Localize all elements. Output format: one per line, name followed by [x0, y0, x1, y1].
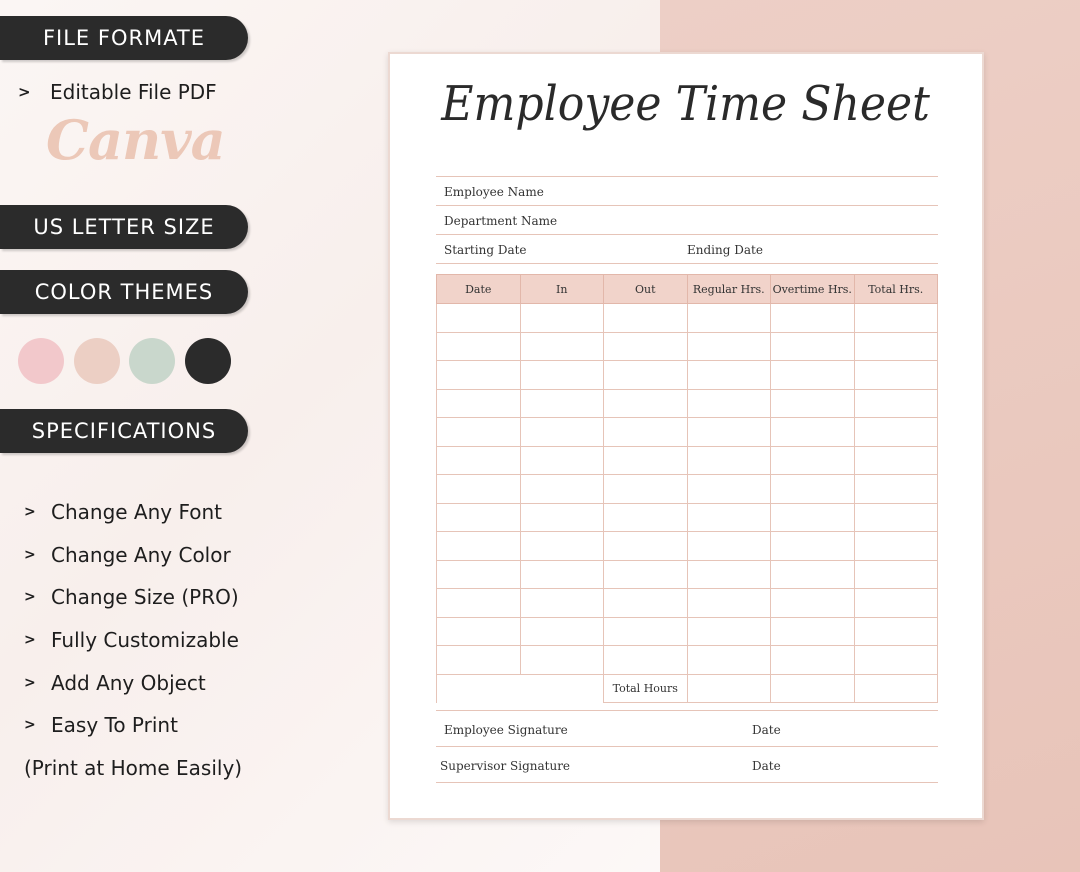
swatch-sage[interactable]: [129, 338, 175, 384]
us-letter-badge: US LETTER SIZE: [0, 205, 248, 249]
table-row: [437, 332, 938, 361]
spec-item: [24, 713, 178, 737]
entry-cell[interactable]: [604, 361, 688, 390]
spec-item: [24, 628, 239, 652]
date-range-row[interactable]: [436, 235, 938, 264]
table-row: [437, 560, 938, 589]
chevron-right-icon: >: [24, 589, 36, 605]
spec-label: Change Any Color: [51, 543, 231, 567]
signature-date-label: Date: [752, 759, 781, 773]
entry-cell[interactable]: [437, 532, 521, 561]
entry-cell[interactable]: [687, 446, 771, 475]
entry-cell[interactable]: [604, 617, 688, 646]
entry-cell[interactable]: [771, 503, 855, 532]
entry-cell[interactable]: [771, 304, 855, 333]
entry-cell[interactable]: [520, 617, 604, 646]
entry-cell[interactable]: [520, 389, 604, 418]
entry-cell[interactable]: [437, 332, 521, 361]
entry-cell[interactable]: [520, 446, 604, 475]
entry-cell[interactable]: [771, 589, 855, 618]
ending-date-label: Ending Date: [687, 243, 763, 257]
spec-label: Add Any Object: [51, 671, 206, 695]
entry-cell[interactable]: [437, 361, 521, 390]
entry-cell[interactable]: [771, 418, 855, 447]
entry-cell[interactable]: [520, 503, 604, 532]
entry-cell[interactable]: [854, 418, 938, 447]
entry-cell[interactable]: [687, 617, 771, 646]
entry-cell[interactable]: [604, 532, 688, 561]
entry-cell[interactable]: [854, 304, 938, 333]
sheet-title-text: Employee Time Sheet: [441, 76, 931, 132]
entry-cell[interactable]: [437, 589, 521, 618]
chevron-right-icon: >: [24, 675, 36, 691]
total-hours-row: [437, 674, 938, 703]
entry-cell[interactable]: [687, 560, 771, 589]
entry-cell[interactable]: [854, 589, 938, 618]
entry-cell[interactable]: [771, 532, 855, 561]
spec-item: [24, 500, 222, 524]
column-header: Total Hrs.: [854, 275, 938, 304]
table-row: [437, 532, 938, 561]
entry-cell[interactable]: [854, 532, 938, 561]
entry-cell[interactable]: [604, 389, 688, 418]
entry-cell[interactable]: [854, 446, 938, 475]
entry-cell[interactable]: [771, 646, 855, 675]
entry-cell[interactable]: [771, 475, 855, 504]
entry-cell[interactable]: [520, 646, 604, 675]
entry-cell[interactable]: [854, 503, 938, 532]
column-header: Regular Hrs.: [687, 275, 771, 304]
spec-item: [24, 671, 206, 695]
table-row: [437, 589, 938, 618]
entry-cell[interactable]: [520, 332, 604, 361]
color-themes-badge: COLOR THEMES: [0, 270, 248, 314]
table-row: [437, 361, 938, 390]
entry-cell[interactable]: [604, 446, 688, 475]
entry-cell[interactable]: [604, 304, 688, 333]
entry-cell[interactable]: [520, 589, 604, 618]
entry-cell[interactable]: [687, 589, 771, 618]
spec-label: Fully Customizable: [51, 628, 239, 652]
table-body: [437, 304, 938, 703]
editable-pdf-label: Editable File PDF: [50, 80, 217, 104]
entry-cell[interactable]: [604, 503, 688, 532]
entry-cell[interactable]: [771, 446, 855, 475]
employee-signature-label: Employee Signature: [444, 723, 568, 737]
canva-logo: Canva: [46, 108, 225, 172]
total-regular-cell[interactable]: [687, 674, 771, 703]
employee-name-field[interactable]: [436, 177, 938, 206]
entry-cell[interactable]: [604, 646, 688, 675]
entry-cell[interactable]: [437, 475, 521, 504]
entry-cell[interactable]: [437, 389, 521, 418]
column-header: Overtime Hrs.: [771, 275, 855, 304]
spec-item: [24, 585, 239, 609]
entry-cell[interactable]: [687, 646, 771, 675]
sheet-title: [390, 76, 982, 132]
starting-date-label: Starting Date: [444, 243, 527, 257]
entry-cell[interactable]: [520, 361, 604, 390]
time-sheet-document: [388, 52, 984, 820]
swatch-peach[interactable]: [74, 338, 120, 384]
entry-cell[interactable]: [520, 304, 604, 333]
entry-cell[interactable]: [854, 617, 938, 646]
entry-cell[interactable]: [854, 646, 938, 675]
table-row: [437, 646, 938, 675]
chevron-right-icon: >: [24, 547, 36, 563]
editable-pdf-item: [18, 80, 217, 104]
table-row: [437, 503, 938, 532]
chevron-right-icon: >: [24, 717, 36, 733]
supervisor-signature-label: Supervisor Signature: [440, 759, 571, 773]
entry-cell[interactable]: [687, 332, 771, 361]
supervisor-signature-row[interactable]: [436, 747, 938, 783]
entry-cell[interactable]: [687, 418, 771, 447]
entry-cell[interactable]: [771, 332, 855, 361]
entry-cell[interactable]: [854, 389, 938, 418]
entry-cell[interactable]: [520, 418, 604, 447]
spec-note: (Print at Home Easily): [24, 756, 243, 780]
entry-cell[interactable]: [437, 560, 521, 589]
entry-cell[interactable]: [437, 418, 521, 447]
file-formate-badge: FILE FORMATE: [0, 16, 248, 60]
time-sheet-table: [436, 274, 938, 703]
entry-cell[interactable]: [604, 560, 688, 589]
entry-cell[interactable]: [771, 361, 855, 390]
table-row: [437, 418, 938, 447]
entry-cell[interactable]: [854, 332, 938, 361]
swatch-charcoal[interactable]: [185, 338, 231, 384]
entry-cell[interactable]: [687, 475, 771, 504]
entry-cell[interactable]: [854, 361, 938, 390]
entry-cell[interactable]: [520, 475, 604, 504]
chevron-right-icon: >: [18, 83, 31, 101]
empty-cell: [437, 674, 604, 703]
entry-cell[interactable]: [771, 617, 855, 646]
chevron-right-icon: >: [24, 504, 36, 520]
employee-name-label: Employee Name: [444, 185, 544, 199]
spec-label: Easy To Print: [51, 713, 178, 737]
total-hours-cell[interactable]: [854, 674, 938, 703]
entry-cell[interactable]: [520, 560, 604, 589]
table-header-row: [437, 275, 938, 304]
entry-cell[interactable]: [604, 475, 688, 504]
entry-cell[interactable]: [771, 389, 855, 418]
entry-cell[interactable]: [604, 418, 688, 447]
signature-date-label: Date: [752, 723, 781, 737]
entry-cell[interactable]: [437, 446, 521, 475]
entry-cell[interactable]: [687, 361, 771, 390]
entry-cell[interactable]: [437, 304, 521, 333]
spec-label: Change Any Font: [51, 500, 223, 524]
entry-cell[interactable]: [687, 532, 771, 561]
entry-cell[interactable]: [437, 646, 521, 675]
column-header: Date: [437, 275, 521, 304]
entry-cell[interactable]: [687, 304, 771, 333]
entry-cell[interactable]: [854, 560, 938, 589]
column-header: Out: [604, 275, 688, 304]
spec-label: Change Size (PRO): [51, 585, 239, 609]
specifications-badge: SPECIFICATIONS: [0, 409, 248, 453]
table-row: [437, 304, 938, 333]
table-row: [437, 446, 938, 475]
table-row: [437, 617, 938, 646]
table-row: [437, 389, 938, 418]
entry-cell[interactable]: [854, 475, 938, 504]
swatch-pink[interactable]: [18, 338, 64, 384]
total-hours-label: Total Hours: [604, 674, 688, 703]
table-row: [437, 475, 938, 504]
entry-cell[interactable]: [520, 532, 604, 561]
entry-cell[interactable]: [437, 503, 521, 532]
entry-cell[interactable]: [604, 332, 688, 361]
entry-cell[interactable]: [687, 389, 771, 418]
entry-cell[interactable]: [437, 617, 521, 646]
department-name-field[interactable]: [436, 206, 938, 235]
entry-cell[interactable]: [687, 503, 771, 532]
total-overtime-cell[interactable]: [771, 674, 855, 703]
entry-cell[interactable]: [771, 560, 855, 589]
spec-item: [24, 543, 231, 567]
column-header: In: [520, 275, 604, 304]
entry-cell[interactable]: [604, 589, 688, 618]
chevron-right-icon: >: [24, 632, 36, 648]
department-name-label: Department Name: [444, 214, 558, 228]
employee-signature-row[interactable]: [436, 711, 938, 747]
